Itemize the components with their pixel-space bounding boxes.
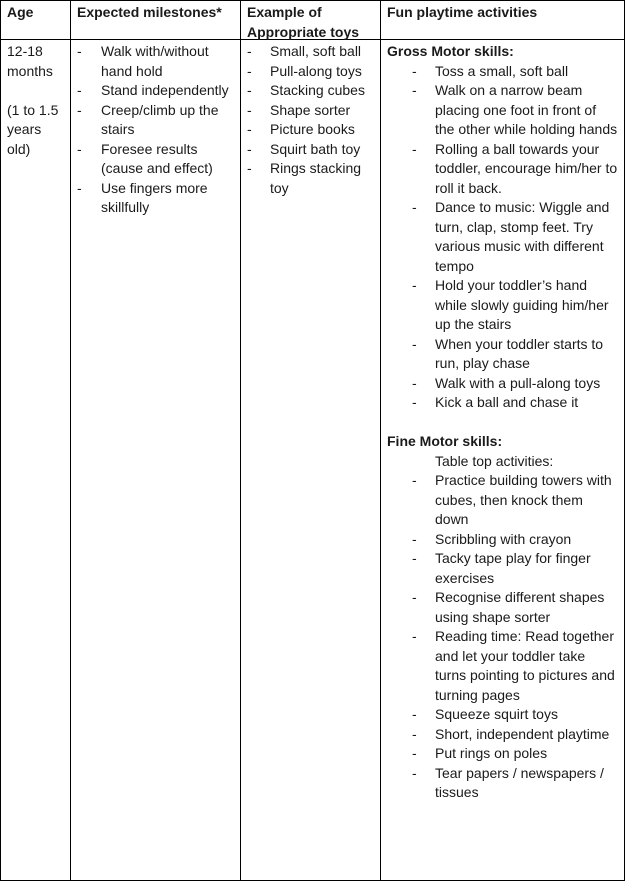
table-border-top [0, 0, 625, 1]
bullet-dash: - [412, 374, 417, 391]
bullet-dash: - [412, 472, 417, 488]
list-item [387, 764, 619, 803]
list-item [387, 62, 619, 82]
bullet-dash: - [77, 101, 82, 118]
list-item [247, 140, 375, 160]
list-item-text: Foresee results (cause and effect) [101, 140, 213, 176]
list-item-text: Reading time: Read together and let your toddler take turns pointing to pictures and turning pages [435, 628, 615, 703]
column-divider [240, 0, 241, 881]
list-item [77, 42, 232, 81]
list-item-text: Short, independent playtime [435, 725, 610, 742]
bullet-dash: - [412, 277, 417, 293]
list-item [247, 101, 375, 121]
list-item [387, 140, 619, 199]
list-item-text: Rings stacking toy [270, 160, 362, 196]
bullet-dash: - [412, 706, 417, 722]
gross-motor-title: Gross Motor skills: [387, 43, 514, 59]
gross-motor-list [387, 62, 619, 413]
list-item [387, 198, 619, 276]
list-item [387, 705, 619, 725]
list-item-text: Tear papers / newspapers / tissues [435, 764, 604, 800]
header-toys: Example of Appropriate toys [247, 4, 360, 40]
list-item [387, 725, 619, 745]
column-divider [70, 0, 71, 881]
list-item [387, 627, 619, 705]
list-item [387, 81, 619, 140]
bullet-dash: - [247, 121, 252, 137]
table-border-bottom [0, 880, 625, 881]
list-item-text: Toss a small, soft ball [435, 62, 569, 79]
list-item-text: Practice building towers with cubes, then knock them down [435, 472, 612, 527]
bullet-dash: - [77, 140, 82, 157]
table-border-left [0, 0, 1, 881]
bullet-dash: - [247, 101, 252, 118]
list-item-text: Shape sorter [270, 101, 351, 118]
bullet-dash: - [247, 82, 252, 98]
age-cell [7, 42, 67, 159]
list-item [247, 159, 375, 198]
bullet-dash: - [412, 394, 417, 410]
list-item [387, 744, 619, 764]
list-item [387, 588, 619, 627]
list-item-text: Recognise different shapes using shape sorter [435, 589, 605, 625]
list-item-text: Squirt bath toy [270, 140, 361, 157]
list-item-text: Walk with a pull-along toys [435, 374, 601, 391]
list-item-text: Walk on a narrow beam placing one foot in front of the other while holding hands [435, 82, 618, 137]
bullet-dash: - [77, 82, 82, 98]
fine-motor-intro: Table top activities: [435, 452, 554, 469]
list-item-text: Squeeze squirt toys [435, 706, 558, 722]
bullet-dash: - [77, 179, 82, 196]
list-item-text: Picture books [270, 121, 355, 137]
list-item-text: Pull-along toys [270, 62, 362, 79]
list-item [387, 530, 619, 550]
bullet-dash: - [412, 764, 417, 781]
list-item-text: Small, soft ball [270, 43, 362, 59]
list-item-text: Scribbling with crayon [435, 530, 572, 547]
bullet-dash: - [412, 82, 417, 98]
list-item [387, 335, 619, 374]
bullet-dash: - [77, 43, 82, 59]
list-item-text: Dance to music: Wiggle and turn, clap, stomp feet. Try various music with different tempo [435, 199, 610, 274]
list-item [77, 101, 232, 140]
list-item [247, 42, 375, 62]
bullet-dash: - [412, 199, 417, 215]
toys-list [247, 42, 375, 198]
list-item-text: Stand independently [101, 82, 229, 98]
list-item [387, 393, 619, 413]
list-item [387, 549, 619, 588]
activities-cell [387, 42, 619, 803]
list-item-text: Kick a ball and chase it [435, 394, 579, 410]
header-milestones: Expected milestones* [77, 4, 222, 20]
list-item [247, 120, 375, 140]
bullet-dash: - [412, 140, 417, 157]
list-item-text: Creep/climb up the stairs [101, 101, 219, 137]
bullet-dash: - [247, 43, 252, 59]
bullet-dash: - [412, 335, 417, 352]
list-item [77, 81, 232, 101]
bullet-dash: - [412, 745, 417, 761]
header-age: Age [7, 4, 34, 20]
milestones-list [77, 42, 232, 218]
list-item [387, 471, 619, 530]
fine-motor-list [387, 471, 619, 803]
age-years: (1 to 1.5 years old) [7, 101, 59, 157]
list-item [77, 179, 232, 218]
bullet-dash: - [247, 140, 252, 157]
list-item [247, 62, 375, 82]
list-item-text: Stacking cubes [270, 82, 365, 98]
fine-motor-title: Fine Motor skills: [387, 433, 503, 449]
bullet-dash: - [247, 160, 252, 176]
bullet-dash: - [412, 725, 417, 742]
list-item-text: Tacky tape play for finger exercises [435, 550, 591, 586]
list-item-text: Rolling a ball towards your toddler, encourage him/her to roll it back. [435, 140, 618, 196]
bullet-dash: - [412, 62, 417, 79]
bullet-dash: - [412, 628, 417, 644]
list-item-text: Walk with/without hand hold [101, 43, 209, 79]
bullet-dash: - [412, 530, 417, 547]
bullet-dash: - [412, 589, 417, 605]
list-item-text: Use fingers more skillfully [101, 179, 208, 215]
list-item [247, 81, 375, 101]
list-item-text: Put rings on poles [435, 745, 548, 761]
list-item [77, 140, 232, 179]
list-item [387, 276, 619, 335]
list-item-text: When your toddler starts to run, play chase [435, 335, 604, 371]
bullet-dash: - [247, 62, 252, 79]
list-item-text: Hold your toddler’s hand while slowly guiding him/her up the stairs [435, 277, 609, 332]
age-range: 12-18 months [7, 43, 53, 79]
list-item [387, 374, 619, 394]
column-divider [380, 0, 381, 881]
bullet-dash: - [412, 550, 417, 566]
header-activities: Fun playtime activities [387, 4, 538, 20]
